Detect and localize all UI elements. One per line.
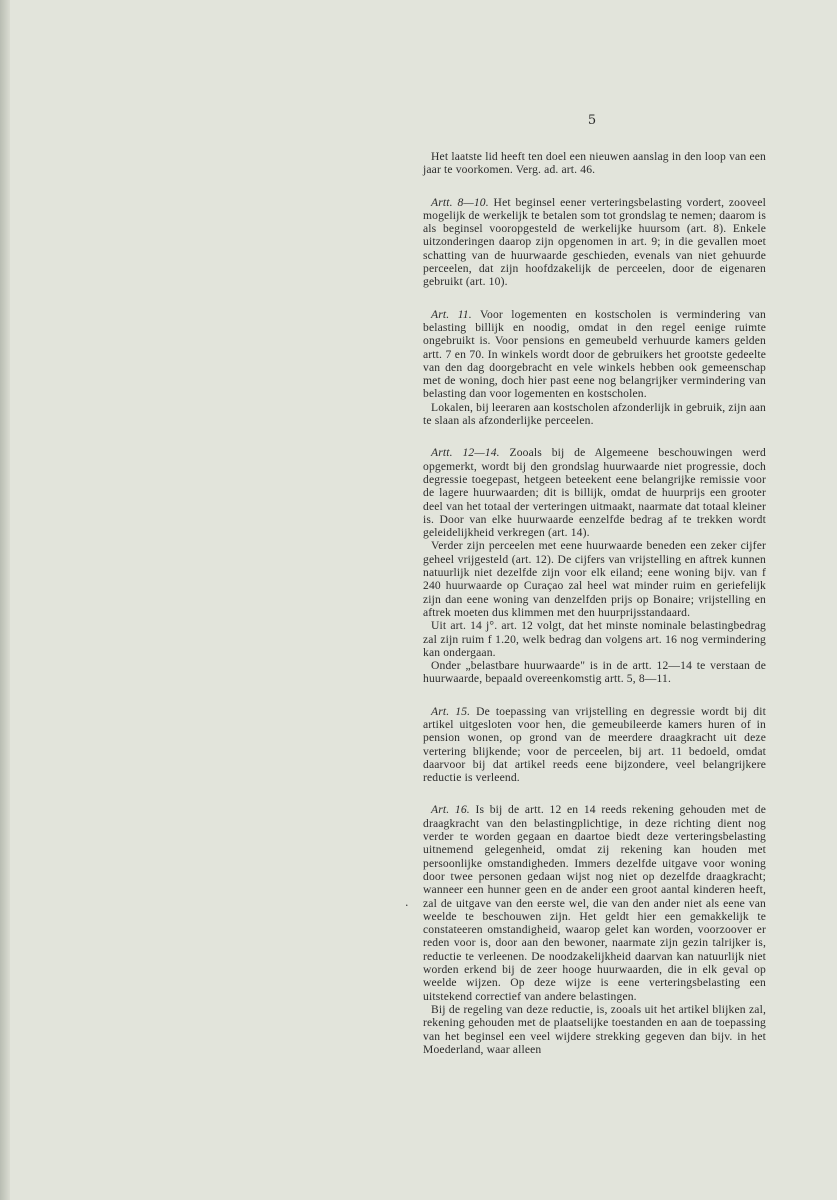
paragraph <box>423 705 766 785</box>
paragraph <box>423 446 766 539</box>
paragraph-text: Voor logementen en kostscholen is vermindering van belasting billijk en noodig, omdat in den regel eenige ruimte ongebruikt is. Voor pensions en gemeubeld verhuurde kamers gelden artt. 7 en 70. In winkels wordt door de gebruikers het grootste gedeelte van den dag doorgebracht en vele winkels hebben ook gemeenschap met de woning, doch hier past eene nog belangrijker vermindering van belasting dan voor logementen en kostscholen. <box>423 307 766 401</box>
paragraph <box>423 308 766 401</box>
page-fold-shadow <box>0 0 10 1200</box>
paragraph-text: Verder zijn perceelen met eene huurwaarde beneden een zeker cijfer geheel vrijgesteld (art. 12). De cijfers van vrijstelling en aftrek kunnen natuurlijk niet dezelfde zijn voor elk eiland; eene woning bijv. van f 240 huurwaarde op Curaçao zal heel wat minder ruim en geriefelijk zijn dan eene woning van denzelfden prijs op Bonaire; vrijstelling en aftrek moeten dus klimmen met den huurprijsstandaard. <box>423 539 766 619</box>
paragraph <box>423 803 766 1002</box>
article-label: Artt. 12—14. <box>431 446 500 460</box>
paragraph <box>423 619 766 659</box>
page-number: 5 <box>587 113 597 128</box>
text-column <box>423 150 766 1075</box>
paragraph <box>423 150 766 177</box>
paragraph-text: Is bij de artt. 12 en 14 reeds rekening gehouden met de draagkracht van den belastingplichtige, in deze richting dient nog verder te worden gegaan en daartoe biedt deze verteringsbelasting uitnemend gelegenheid, omdat zij rekening kan houden met persoonlijke omstandigheden. Immers dezelfde uitgave voor woning door twee personen gedaan wijst nog niet op dezelfde draagkracht; wanneer een hunner geen en de ander een groot aantal kinderen heeft, zal de uitgave van den eerste wel, die van den ander niet als eene van weelde te beschouwen zijn. Het geldt hier een gemakkelijk te constateeren omstandigheid, waarop gelet kan worden, voorzoover er reden voor is, door aan den bewoner, naarmate zijn gezin talrijker is, reductie te verleenen. De noodzakelijkheid daarvan kan natuurlijk niet worden erkend bij de zeer hooge huurwaarden, die in elk geval op weelde wijzen. Op deze wijze is eene verteringsbelasting een uitstekend correctief van andere belastingen. <box>423 803 767 1003</box>
paragraph-text: Het beginsel eener verteringsbelasting vordert, zooveel mogelijk de werkelijk te betalen som tot grondslag te nemen; daarom is als beginsel vooropgesteld de werkelijke huursom (art. 8). Enkele uitzonderingen daarop zijn opgenomen in art. 9; in die gevallen moet schatting van de huurwaarde geschieden, evenals van niet gehuurde perceelen, dat zijn hoofdzakelijk de perceelen, door de eigenaren gebruikt (art. 10). <box>423 195 766 289</box>
paragraph <box>423 539 766 619</box>
margin-mark: . <box>405 896 409 909</box>
article-label: Art. 15. <box>431 704 471 718</box>
paragraph <box>423 1003 766 1056</box>
article-label: Art. 11. <box>431 307 472 321</box>
paragraph-text: Lokalen, bij leeraren aan kostscholen afzonderlijk in gebruik, zijn aan te slaan als afzonderlijke perceelen. <box>423 400 766 428</box>
article-label: Art. 16. <box>431 803 470 817</box>
paragraph-text: De toepassing van vrijstelling en degressie wordt bij dit artikel uitgesloten voor hen, die gemeubileerde kamers huren of in pension wonen, op grond van de meerdere draagkracht uit deze vertering blijkende; voor de perceelen, bij art. 11 bedoeld, omdat daarvoor bij dat artikel reeds eene bijzondere, veel belangrijkere reductie is verleend. <box>423 704 766 785</box>
paragraph-text: Het laatste lid heeft ten doel een nieuwen aanslag in den loop van een jaar te voorkomen. Verg. ad. art. 46. <box>423 150 766 177</box>
paragraph-text: Uit art. 14 j°. art. 12 volgt, dat het minste nominale belastingbedrag zal zijn ruim f 1.20, welk bedrag dan volgens art. 16 nog vermindering kan ondergaan. <box>423 619 766 659</box>
paragraph-text: Bij de regeling van deze reductie, is, zooals uit het artikel blijken zal, rekening gehouden met de plaatselijke toestanden en aan de toepassing van het beginsel een veel wijdere strekking gegeven dan bijv. in het Moederland, waar alleen <box>423 1002 766 1056</box>
paragraph-text: Zooals bij de Algemeene beschouwingen werd opgemerkt, wordt bij den grondslag huurwaarde niet progressie, doch degressie toegepast, hetgeen beteekent eene belangrijke remissie voor de lagere huurwaarden; dit is billijk, omdat de huurprijs een grooter deel van het totaal der verteringen uitmaakt, naarmate dat totaal kleiner is. Door van elke huurwaarde eenzelfde bedrag af te trekken wordt geleidelijkheid verkregen (art. 14). <box>423 446 766 540</box>
paragraph-text: Onder „belastbare huurwaarde" is in de artt. 12—14 te verstaan de huurwaarde, bepaald overeenkomstig artt. 5, 8—11. <box>423 659 766 686</box>
paragraph <box>423 659 766 686</box>
paragraph <box>423 196 766 289</box>
article-label: Artt. 8—10. <box>431 195 489 209</box>
paragraph <box>423 401 766 428</box>
